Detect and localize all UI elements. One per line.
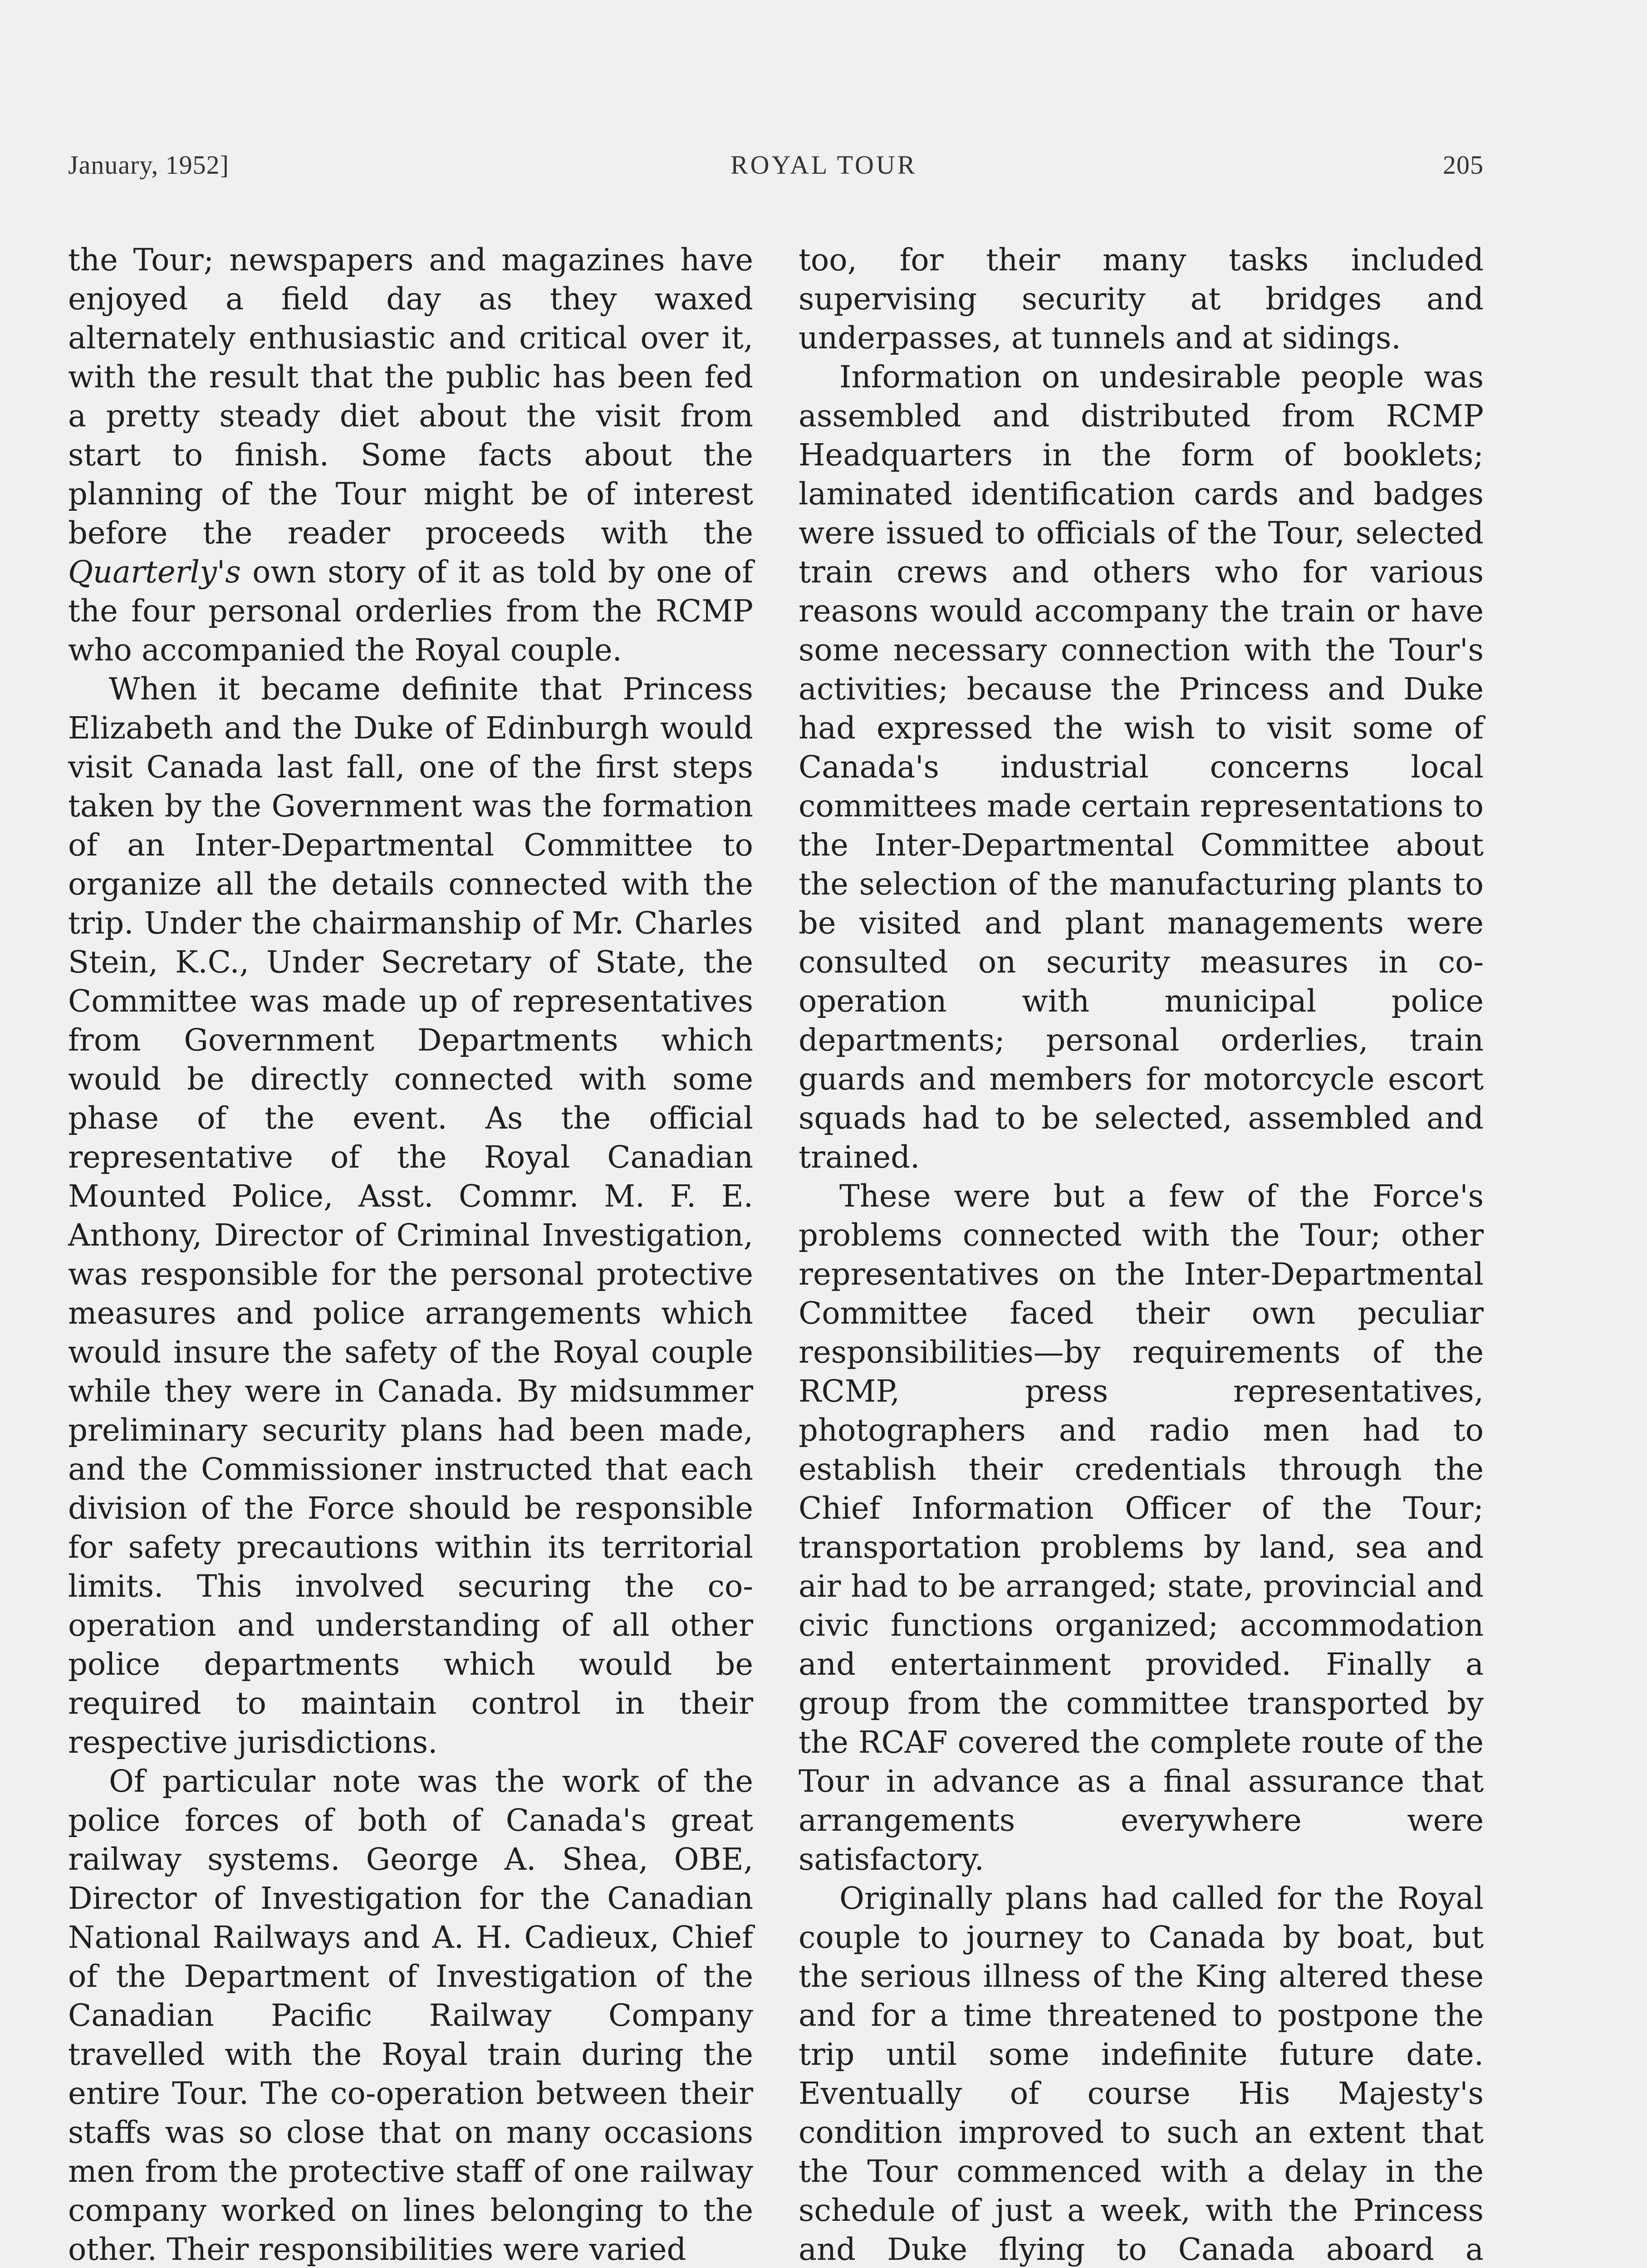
right-column	[799, 240, 1484, 2268]
paragraph-committee: When it became definite that Princess Elizabeth and the Duke of Edinburgh would visit Canada last fall, one of the first steps taken by the Government was the formation of an Inter-Departmental Committee to organize all the details connected with the trip. Under the chairmanship of Mr. Charles Stein, K.C., Under Secretary of State, the Committee was made up of representatives from Government Departments which would be directly connected with some phase of the event. As the official representative of the Royal Canadian Mounted Police, Asst. Commr. M. F. E. Anthony, Director of Criminal Investigation, was responsible for the personal protective measures and police arrangements which would insure the safety of the Royal couple while they were in Canada. By midsummer preliminary security plans had been made, and the Commissioner instructed that each division of the Force should be responsible for safety precautions within its territorial limits. This involved securing the co-operation and understanding of all other police departments which would be required to maintain control in their respective jurisdictions.	[68, 671, 753, 1760]
paragraph-problems: These were but a few of the Force's problems connected with the Tour; other representatives on the Inter-Departmental Committee faced their own peculiar responsibilities—by requirements of the RCMP, press representatives, photographers and radio men had to establish their credentials through the Chief Information Officer of the Tour; transportation problems by land, sea and air had to be arranged; state, provincial and civic functions organized; accommodation and entertainment provided. Finally a group from the committee transported by the RCAF covered the complete route of the Tour in advance as a final assurance that arrangements everywhere were satisfactory.	[799, 1178, 1484, 1877]
running-header	[68, 150, 1484, 186]
issue-date: January, 1952]	[68, 150, 229, 180]
paragraph-information: Information on undesirable people was assembled and distributed from RCMP Headquarters in the form of booklets; laminated identification cards and badges were issued to officials of the Tour, selected train crews and others who for various reasons would accompany the train or have some necessary connection with the Tour's activities; because the Princess and Duke had expressed the wish to visit some of Canada's industrial concerns local committees made certain representations to the Inter-Departmental Committee about the selection of the manufacturing plants to be visited and plant managements were consulted on security measures in co-operation with municipal police departments; personal orderlies, train guards and members for motorcycle escort squads had to be selected, assembled and trained.	[799, 359, 1484, 1175]
paragraph-text: the Tour; newspapers and magazines have enjoyed a field day as they waxed alternately enthusiastic and critical over it, with the result that the public has been fed a pretty steady diet about the visit from start to finish. Some facts about the planning of the Tour might be of interest before the reader proceeds with the	[68, 242, 753, 551]
section-title: ROYAL TOUR	[730, 150, 917, 180]
paragraph-railway-police: Of particular note was the work of the police forces of both of Canada's great railway systems. George A. Shea, OBE, Director of Investigation for the Canadian National Railways and A. H. Cadieux, Chief of the Department of Investigation of the Canadian Pacific Railway Company travelled with the Royal train during the entire Tour. The co-operation between their staffs was so close that on many occasions men from the protective staff of one railway company worked on lines belonging to the other. Their responsibilities were varied	[68, 1764, 753, 2267]
paragraph-text-end: own story of it as told by one of the four personal orderlies from the RCMP who accompanied the Royal couple.	[68, 554, 753, 668]
paragraph-continued	[68, 240, 753, 670]
paragraph-continued-right: too, for their many tasks included supervising security at bridges and underpasses, at tunnels and at sidings.	[799, 242, 1484, 356]
publication-title: Quarterly's	[68, 554, 241, 590]
paragraph-original-plans: Originally plans had called for the Royal couple to journey to Canada by boat, but the serious illness of the King altered these and for a time threatened to postpone the trip until some indefinite future date. Eventually of course His Majesty's condition improved to such an extent that the Tour commenced with a delay in the schedule of just a week, with the Princess and Duke flying to Canada aboard a	[799, 1881, 1484, 2267]
left-column	[68, 240, 753, 2268]
page-number: 205	[1443, 150, 1484, 180]
